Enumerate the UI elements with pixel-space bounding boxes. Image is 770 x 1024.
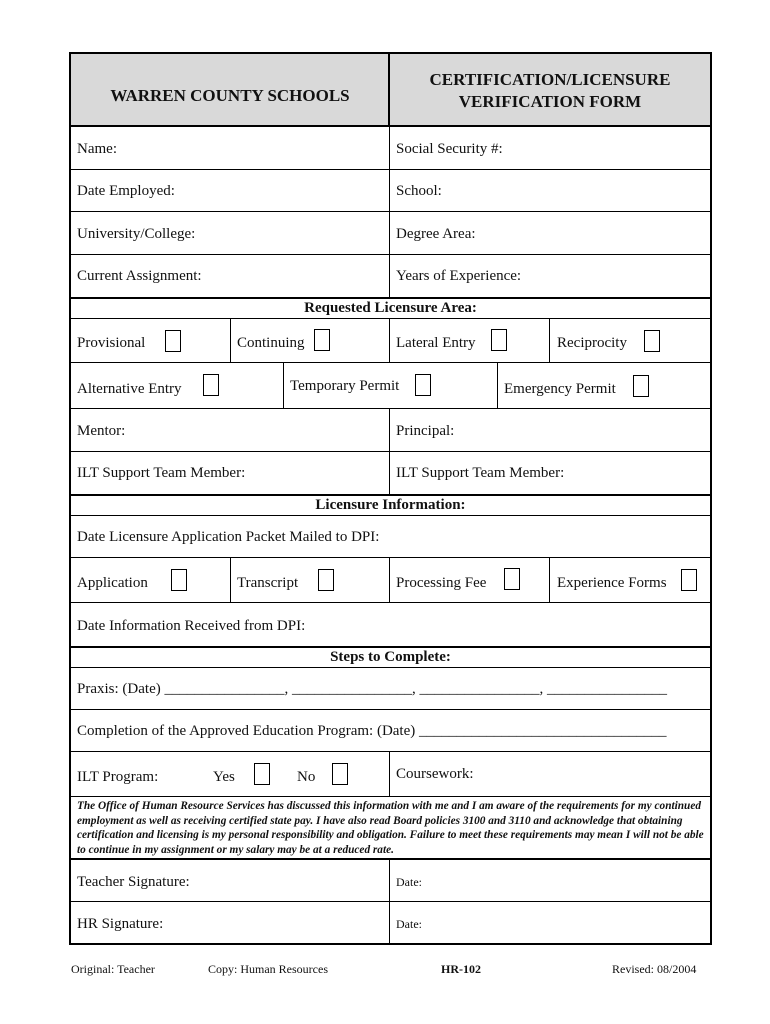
row-rule bbox=[69, 211, 712, 212]
footer-copy: Copy: Human Resources bbox=[208, 962, 328, 976]
footer-revised: Revised: 08/2004 bbox=[612, 962, 697, 976]
principal-field[interactable]: Principal: bbox=[396, 423, 455, 439]
header-bottom-rule bbox=[69, 125, 712, 127]
footer-original: Original: Teacher bbox=[71, 962, 155, 976]
row-rule bbox=[69, 557, 712, 558]
ilt-program-label: ILT Program: bbox=[77, 769, 159, 785]
provisional-label: Provisional bbox=[77, 335, 146, 351]
mentor-field[interactable]: Mentor: bbox=[77, 423, 126, 439]
ssn-field[interactable]: Social Security #: bbox=[396, 141, 503, 157]
org-name: WARREN COUNTY SCHOOLS bbox=[110, 86, 350, 105]
row-rule bbox=[69, 362, 712, 363]
processing-fee-label: Processing Fee bbox=[396, 575, 487, 591]
col-rule bbox=[389, 318, 390, 363]
lateral-entry-checkbox[interactable] bbox=[491, 329, 507, 351]
packet-mailed-field[interactable]: Date Licensure Application Packet Mailed to DPI: bbox=[77, 529, 380, 545]
footer-form-id: HR-102 bbox=[441, 962, 481, 976]
degree-area-field[interactable]: Degree Area: bbox=[396, 226, 476, 242]
row-rule bbox=[69, 751, 712, 752]
row-rule bbox=[69, 254, 712, 255]
col-rule bbox=[389, 751, 390, 797]
date-employed-field[interactable]: Date Employed: bbox=[77, 183, 175, 199]
row-rule bbox=[69, 451, 712, 452]
name-field[interactable]: Name: bbox=[77, 141, 117, 157]
hr-signature-field[interactable]: HR Signature: bbox=[77, 916, 164, 932]
ilt-yes-label: Yes bbox=[213, 769, 235, 785]
col-rule bbox=[230, 557, 231, 603]
school-field[interactable]: School: bbox=[396, 183, 442, 199]
ilt-no-checkbox[interactable] bbox=[332, 763, 348, 785]
provisional-checkbox[interactable] bbox=[165, 330, 181, 352]
ilt-no-label: No bbox=[297, 769, 316, 785]
current-assignment-field[interactable]: Current Assignment: bbox=[77, 268, 202, 284]
application-label: Application bbox=[77, 575, 148, 591]
row-rule bbox=[69, 408, 712, 409]
continuing-label: Continuing bbox=[237, 335, 305, 351]
processing-fee-checkbox[interactable] bbox=[504, 568, 520, 590]
application-checkbox[interactable] bbox=[171, 569, 187, 591]
col-rule bbox=[283, 362, 284, 409]
steps-heading: Steps to Complete: bbox=[330, 649, 451, 665]
col-rule bbox=[549, 318, 550, 363]
emergency-permit-label: Emergency Permit bbox=[504, 381, 616, 397]
row-rule bbox=[69, 318, 712, 319]
transcript-checkbox[interactable] bbox=[318, 569, 334, 591]
requested-area-heading: Requested Licensure Area: bbox=[304, 300, 477, 316]
reciprocity-checkbox[interactable] bbox=[644, 330, 660, 352]
col-rule bbox=[230, 318, 231, 363]
licensure-info-heading: Licensure Information: bbox=[315, 497, 466, 513]
transcript-label: Transcript bbox=[237, 575, 299, 591]
alternative-entry-checkbox[interactable] bbox=[203, 374, 219, 396]
ilt-yes-checkbox[interactable] bbox=[254, 763, 270, 785]
form-title-line2: VERIFICATION FORM bbox=[458, 92, 642, 111]
reciprocity-label: Reciprocity bbox=[557, 335, 627, 351]
col-rule bbox=[549, 557, 550, 603]
teacher-signature-field[interactable]: Teacher Signature: bbox=[77, 874, 190, 890]
row-rule bbox=[69, 602, 712, 603]
emergency-permit-checkbox[interactable] bbox=[633, 375, 649, 397]
experience-forms-label: Experience Forms bbox=[557, 575, 667, 591]
info-received-field[interactable]: Date Information Received from DPI: bbox=[77, 618, 306, 634]
row-rule bbox=[69, 796, 712, 797]
alternative-entry-label: Alternative Entry bbox=[77, 381, 182, 397]
lateral-entry-label: Lateral Entry bbox=[396, 335, 476, 351]
row-rule bbox=[69, 709, 712, 710]
continuing-checkbox[interactable] bbox=[314, 329, 330, 351]
hr-signature-date[interactable]: Date: bbox=[396, 917, 422, 931]
coursework-field[interactable]: Coursework: bbox=[396, 766, 474, 782]
info-divider bbox=[389, 127, 390, 298]
years-experience-field[interactable]: Years of Experience: bbox=[396, 268, 522, 284]
teacher-signature-date[interactable]: Date: bbox=[396, 875, 422, 889]
row-rule bbox=[69, 667, 712, 668]
row-rule bbox=[69, 901, 712, 902]
row-rule bbox=[69, 515, 712, 516]
experience-forms-checkbox[interactable] bbox=[681, 569, 697, 591]
row-rule bbox=[69, 858, 712, 860]
temporary-permit-checkbox[interactable] bbox=[415, 374, 431, 396]
praxis-dates-field[interactable]: Praxis: (Date) ________________, ________________, ________________, ________________ bbox=[77, 681, 667, 697]
temporary-permit-label: Temporary Permit bbox=[290, 378, 400, 394]
ilt-member-field-2[interactable]: ILT Support Team Member: bbox=[396, 465, 565, 481]
ilt-member-field-1[interactable]: ILT Support Team Member: bbox=[77, 465, 246, 481]
row-rule bbox=[69, 169, 712, 170]
col-rule bbox=[497, 362, 498, 409]
col-rule bbox=[389, 557, 390, 603]
completion-date-field[interactable]: Completion of the Approved Education Program: (Date) _________________________________ bbox=[77, 723, 667, 739]
acknowledgement-notice: The Office of Human Resource Services has discussed this information with me and I am aware of the requirements for my continued employment as well as receiving certified state pay. I have also read Board policies 3100 and 3110 and acknowledge that obtaining certification and licensing is my personal responsibility and obligation. Failure to meet these requirements may mean I will not be able to continue in my assignment or my salary may be at a reduced rate. bbox=[77, 800, 704, 856]
university-field[interactable]: University/College: bbox=[77, 226, 196, 242]
form-title-line1: CERTIFICATION/LICENSURE bbox=[429, 70, 671, 89]
